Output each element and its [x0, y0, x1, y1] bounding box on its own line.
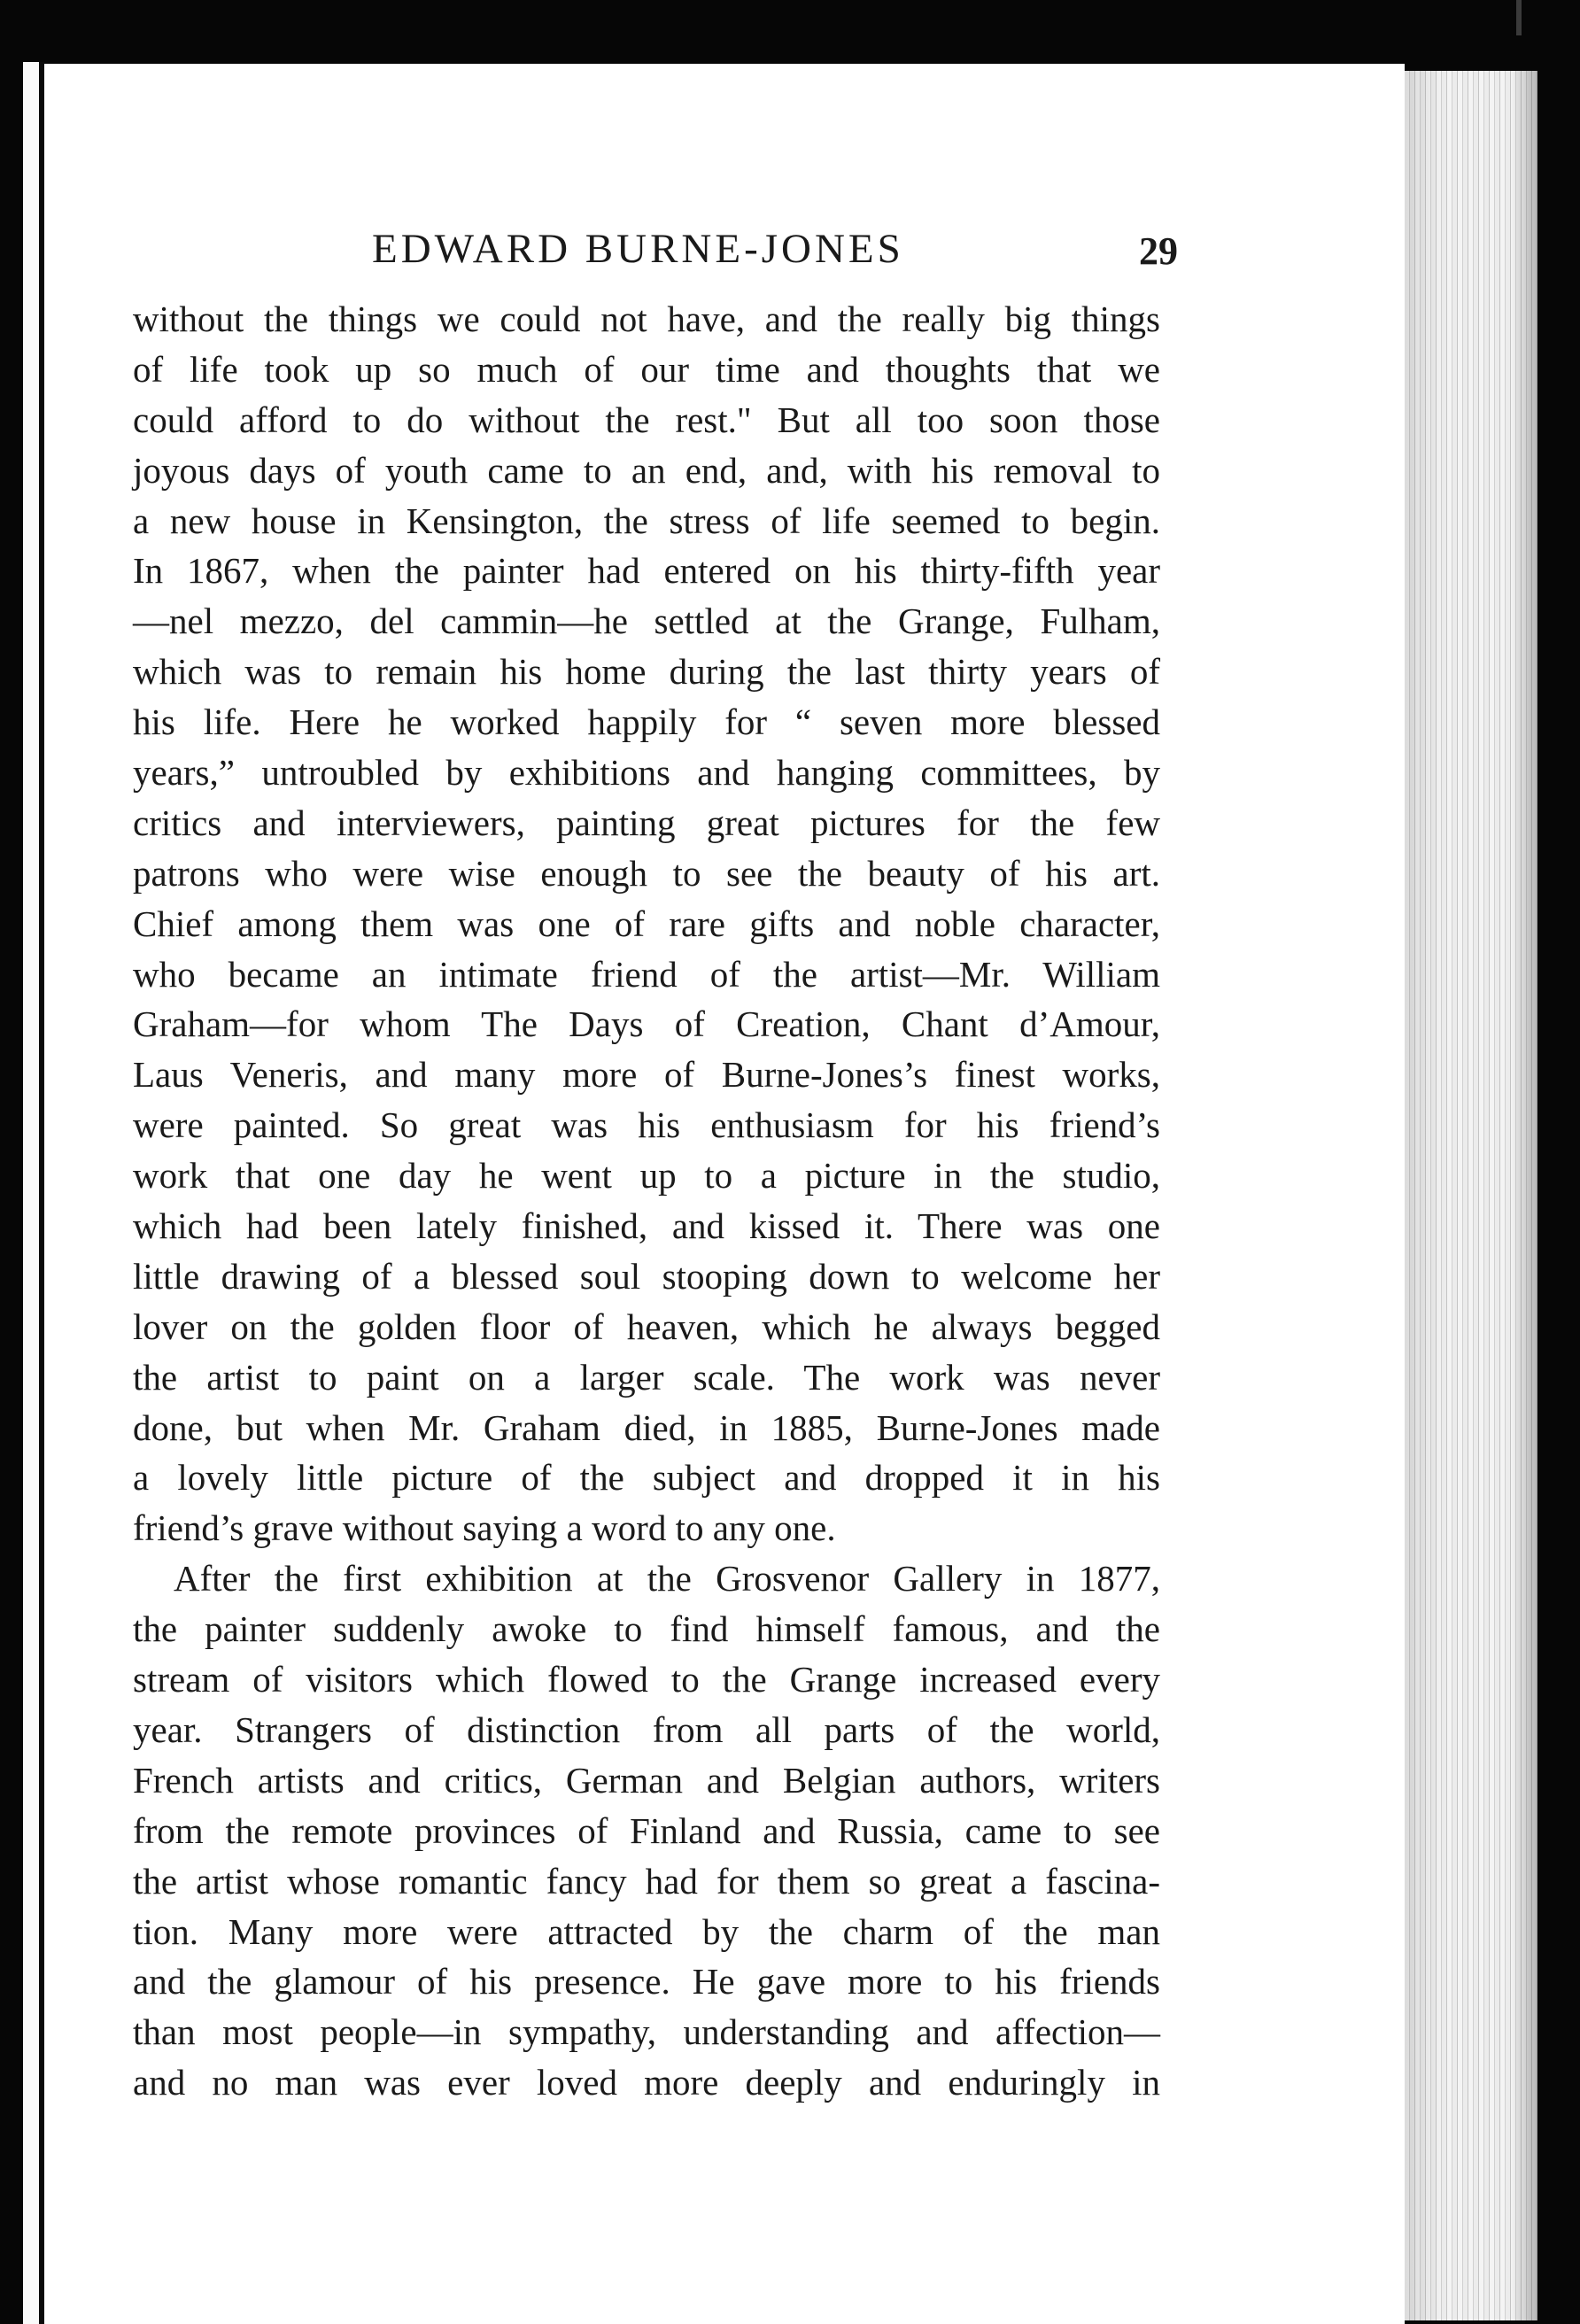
text-line: which had been lately finished, and kissed it. There was one — [133, 1205, 1160, 1247]
text-line: without the things we could not have, and the really big things — [133, 298, 1160, 339]
running-header — [133, 220, 1178, 290]
text-line: years,” untroubled by exhibitions and hanging committees, by — [133, 752, 1160, 794]
text-line: his life. Here he worked happily for “ seven more blessed — [133, 701, 1160, 743]
left-page-edge — [23, 62, 44, 2324]
text-line: were painted. So great was his enthusiasm for his friend’s — [133, 1104, 1160, 1146]
text-line: than most people—in sympathy, understanding and affection— — [133, 2011, 1160, 2053]
body-text — [133, 294, 1160, 2108]
text-line: tion. Many more were attracted by the charm of the man — [133, 1910, 1160, 1952]
text-line: In 1867, when the painter had entered on his thirty-fifth year — [133, 550, 1160, 592]
scan-edge-mark — [1516, 0, 1522, 35]
text-line: and the glamour of his presence. He gave more to his friends — [133, 1961, 1160, 2003]
text-line: year. Strangers of distinction from all parts of the world, — [133, 1708, 1160, 1750]
text-line: Graham—for whom The Days of Creation, Chant d’Amour, — [133, 1003, 1160, 1045]
paragraph-end-line: friend’s grave without saying a word to any one. — [133, 1507, 836, 1549]
page-number: 29 — [1139, 229, 1178, 273]
text-line: —nel mezzo, del cammin—he settled at the Grange, Fulham, — [133, 600, 1160, 642]
text-line: little drawing of a blessed soul stooping down to welcome her — [133, 1255, 1160, 1297]
text-line: and no man was ever loved more deeply and enduringly in — [133, 2062, 1160, 2103]
text-line: which was to remain his home during the last thirty years of — [133, 651, 1160, 693]
text-line: a lovely little picture of the subject and dropped it in his — [133, 1457, 1160, 1499]
text-line: patrons who were wise enough to see the beauty of his art. — [133, 852, 1160, 894]
text-line: work that one day he went up to a picture in the studio, — [133, 1155, 1160, 1197]
text-line: the artist whose romantic fancy had for them so great a fascina- — [133, 1860, 1160, 1902]
text-line: Chief among them was one of rare gifts and noble character, — [133, 902, 1160, 944]
text-line: of life took up so much of our time and thoughts that we — [133, 348, 1160, 390]
paragraph-start-line: After the first exhibition at the Grosvenor Gallery in 1877, — [174, 1558, 1160, 1600]
running-header-title: EDWARD BURNE-JONES — [372, 226, 904, 272]
text-line: who became an intimate friend of the artist—Mr. William — [133, 953, 1160, 995]
text-line: critics and interviewers, painting great pictures for the few — [133, 802, 1160, 843]
text-line: a new house in Kensington, the stress of life seemed to begin. — [133, 500, 1160, 541]
text-line: Laus Veneris, and many more of Burne-Jones’s finest works, — [133, 1054, 1160, 1096]
page-edges-shadow — [1405, 71, 1537, 2320]
text-line: joyous days of youth came to an end, and, with his removal to — [133, 449, 1160, 491]
text-line: the artist to paint on a larger scale. The work was never — [133, 1356, 1160, 1398]
text-line: could afford to do without the rest." But all too soon those — [133, 399, 1160, 440]
text-line: done, but when Mr. Graham died, in 1885, Burne-Jones made — [133, 1406, 1160, 1448]
text-line: French artists and critics, German and Belgian authors, writers — [133, 1759, 1160, 1801]
text-line: from the remote provinces of Finland and Russia, came to see — [133, 1809, 1160, 1851]
text-line: the painter suddenly awoke to find himself famous, and the — [133, 1608, 1160, 1650]
text-line: lover on the golden floor of heaven, which he always begged — [133, 1305, 1160, 1347]
text-line: stream of visitors which flowed to the Grange increased every — [133, 1659, 1160, 1700]
